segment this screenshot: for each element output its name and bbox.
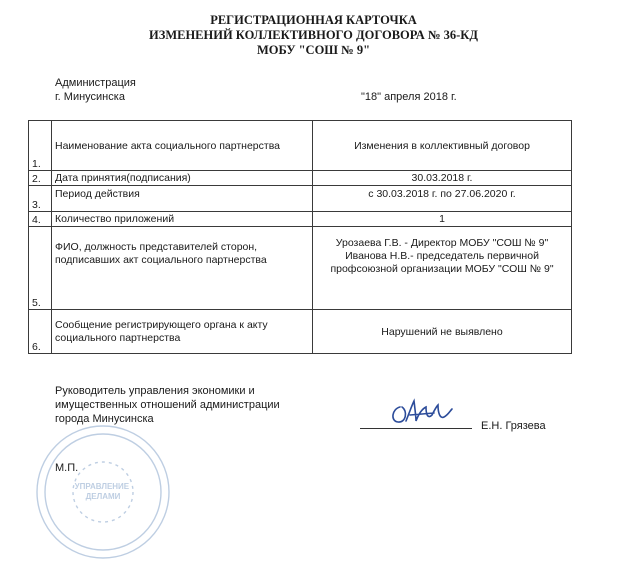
row-value: 30.03.2018 г. <box>313 171 572 186</box>
row-value-line: Иванова Н.В.- председатель первичной <box>345 250 539 262</box>
title-line-3: МОБУ "СОШ № 9" <box>256 43 371 57</box>
row-number: 2. <box>29 171 52 186</box>
row-number: 1. <box>29 121 52 171</box>
table-row <box>29 212 572 227</box>
issuer-line-1: Администрация <box>55 77 136 89</box>
row-number: 4. <box>29 212 52 227</box>
row-value: 1 <box>313 212 572 227</box>
table-row <box>29 186 572 212</box>
title-line-1: РЕГИСТРАЦИОННАЯ КАРТОЧКА <box>210 13 417 27</box>
document-date: "18" апреля 2018 г. <box>361 91 457 103</box>
row-number: 6. <box>29 310 52 354</box>
row-number: 3. <box>29 186 52 212</box>
seal-place-label: М.П. <box>55 462 79 474</box>
signatory-title-line: имущественных отношений администрации <box>55 399 280 411</box>
signature-line <box>360 428 472 429</box>
registration-table <box>28 120 572 354</box>
row-label <box>52 310 313 354</box>
official-stamp <box>28 420 178 560</box>
handwritten-signature <box>386 395 456 429</box>
row-label: Количество приложений <box>52 212 313 227</box>
row-label: Наименование акта социального партнерства <box>52 121 313 171</box>
signer-name: Е.Н. Грязева <box>481 420 546 432</box>
row-number: 5. <box>29 227 52 310</box>
row-label: Период действия <box>52 186 313 212</box>
signatory-title-line: Руководитель управления экономики и <box>55 385 255 397</box>
table-row <box>29 171 572 186</box>
row-label-line: подписавших акт социального партнерства <box>55 254 267 266</box>
table-row <box>29 310 572 354</box>
row-value: с 30.03.2018 г. по 27.06.2020 г. <box>313 186 572 212</box>
table-row <box>29 227 572 310</box>
row-value-line: Урозаева Г.В. - Директор МОБУ "СОШ № 9" <box>335 237 549 249</box>
signatory-title-line: города Минусинска <box>55 413 154 425</box>
row-label-line: социального партнерства <box>55 331 181 344</box>
document-title <box>0 13 627 58</box>
row-label-line: ФИО, должность представителей сторон, <box>55 241 258 253</box>
issuer-block <box>55 76 136 104</box>
row-label-line: Сообщение регистрирующего органа к акту <box>55 318 268 331</box>
row-value <box>313 227 572 310</box>
row-value-line: профсоюзной организации МОБУ "СОШ № 9" <box>330 263 554 275</box>
title-line-2: ИЗМЕНЕНИЙ КОЛЛЕКТИВНОГО ДОГОВОРА № 36-КД <box>149 28 478 42</box>
row-label: Дата принятия(подписания) <box>52 171 313 186</box>
row-value: Изменения в коллективный договор <box>313 121 572 171</box>
row-value: Нарушений не выявлено <box>313 310 572 354</box>
row-label <box>52 227 313 310</box>
issuer-line-2: г. Минусинска <box>55 91 125 103</box>
svg-text:УПРАВЛЕНИЕ ДЕЛАМИ: УПРАВЛЕНИЕ ДЕЛАМИ <box>74 482 130 501</box>
table-row <box>29 121 572 171</box>
